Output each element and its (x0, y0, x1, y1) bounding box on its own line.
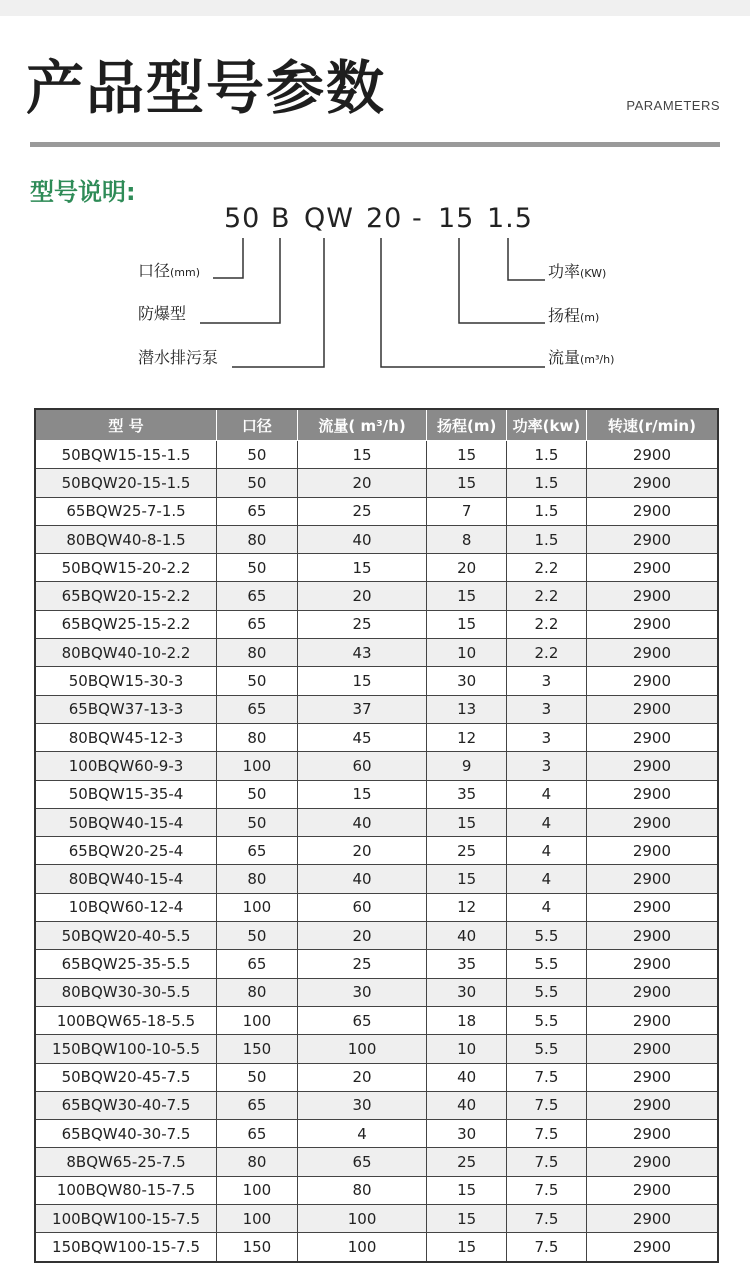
cell-head: 15 (427, 1176, 507, 1204)
cell-model: 80BQW40-10-2.2 (35, 639, 217, 667)
cell-speed: 2900 (586, 723, 718, 751)
cell-caliber: 65 (217, 695, 298, 723)
cell-caliber: 100 (217, 1205, 298, 1233)
label-flow (548, 345, 614, 368)
cell-speed: 2900 (586, 525, 718, 553)
cell-power: 3 (507, 752, 587, 780)
label-caliber (138, 258, 200, 281)
label-caliber-text: 口径 (138, 261, 171, 280)
cell-head: 15 (427, 582, 507, 610)
cell-flow: 60 (297, 752, 427, 780)
cell-speed: 2900 (586, 1205, 718, 1233)
cell-speed: 2900 (586, 695, 718, 723)
label-submersible-pump-text: 潜水排污泵 (138, 348, 219, 367)
cell-model: 80BQW45-12-3 (35, 723, 217, 751)
table-row (35, 978, 718, 1006)
cell-caliber: 50 (217, 554, 298, 582)
page-title: 产品型号参数 (26, 54, 387, 122)
cell-power: 5.5 (507, 1035, 587, 1063)
cell-model: 100BQW100-15-7.5 (35, 1205, 217, 1233)
cell-flow: 37 (297, 695, 427, 723)
header-power: 功率(kw) (507, 409, 587, 441)
cell-head: 30 (427, 667, 507, 695)
cell-model: 65BQW20-15-2.2 (35, 582, 217, 610)
legend-connector-lines (0, 0, 750, 400)
cell-caliber: 65 (217, 610, 298, 638)
cell-flow: 100 (297, 1233, 427, 1262)
cell-power: 1.5 (507, 525, 587, 553)
cell-head: 35 (427, 950, 507, 978)
cell-caliber: 50 (217, 441, 298, 469)
cell-caliber: 65 (217, 582, 298, 610)
table-row (35, 1205, 718, 1233)
cell-speed: 2900 (586, 808, 718, 836)
cell-flow: 4 (297, 1120, 427, 1148)
label-flow-unit: (m³/h) (580, 353, 615, 366)
cell-power: 7.5 (507, 1091, 587, 1119)
table-row (35, 808, 718, 836)
cell-flow: 100 (297, 1035, 427, 1063)
cell-power: 4 (507, 893, 587, 921)
cell-flow: 25 (297, 950, 427, 978)
cell-head: 25 (427, 837, 507, 865)
cell-caliber: 80 (217, 865, 298, 893)
cell-head: 30 (427, 978, 507, 1006)
cell-speed: 2900 (586, 780, 718, 808)
cell-model: 65BQW25-15-2.2 (35, 610, 217, 638)
label-submersible-pump (138, 345, 218, 368)
cell-model: 150BQW100-10-5.5 (35, 1035, 217, 1063)
label-caliber-unit: (mm) (170, 266, 201, 279)
cell-power: 7.5 (507, 1233, 587, 1262)
parameters-table (34, 408, 719, 1263)
cell-caliber: 50 (217, 1063, 298, 1091)
table-row (35, 1176, 718, 1204)
cell-caliber: 150 (217, 1233, 298, 1262)
cell-caliber: 100 (217, 893, 298, 921)
cell-model: 50BQW15-15-1.5 (35, 441, 217, 469)
cell-power: 7.5 (507, 1205, 587, 1233)
cell-head: 20 (427, 554, 507, 582)
cell-model: 50BQW20-15-1.5 (35, 469, 217, 497)
cell-model: 65BQW30-40-7.5 (35, 1091, 217, 1119)
cell-caliber: 65 (217, 1091, 298, 1119)
cell-model: 100BQW60-9-3 (35, 752, 217, 780)
cell-flow: 20 (297, 582, 427, 610)
cell-power: 4 (507, 780, 587, 808)
cell-flow: 80 (297, 1176, 427, 1204)
cell-flow: 20 (297, 837, 427, 865)
cell-power: 4 (507, 808, 587, 836)
cell-caliber: 50 (217, 808, 298, 836)
cell-speed: 2900 (586, 441, 718, 469)
cell-head: 40 (427, 1091, 507, 1119)
cell-speed: 2900 (586, 1120, 718, 1148)
table-row (35, 752, 718, 780)
cell-flow: 30 (297, 1091, 427, 1119)
cell-speed: 2900 (586, 893, 718, 921)
cell-speed: 2900 (586, 978, 718, 1006)
header-model: 型 号 (35, 409, 217, 441)
cell-power: 3 (507, 723, 587, 751)
cell-flow: 15 (297, 667, 427, 695)
cell-caliber: 65 (217, 950, 298, 978)
cell-power: 2.2 (507, 554, 587, 582)
cell-head: 12 (427, 723, 507, 751)
model-explanation-heading: 型号说明: (30, 178, 136, 206)
cell-power: 4 (507, 865, 587, 893)
cell-model: 50BQW20-40-5.5 (35, 922, 217, 950)
cell-model: 50BQW40-15-4 (35, 808, 217, 836)
table-row (35, 695, 718, 723)
header-caliber: 口径 (217, 409, 298, 441)
header-speed: 转速(r/min) (586, 409, 718, 441)
cell-power: 2.2 (507, 610, 587, 638)
table-row (35, 1035, 718, 1063)
cell-caliber: 80 (217, 525, 298, 553)
table-header-row (35, 409, 718, 441)
cell-model: 8BQW65-25-7.5 (35, 1148, 217, 1176)
cell-speed: 2900 (586, 922, 718, 950)
cell-head: 35 (427, 780, 507, 808)
cell-speed: 2900 (586, 667, 718, 695)
cell-head: 15 (427, 441, 507, 469)
cell-model: 80BQW40-8-1.5 (35, 525, 217, 553)
cell-flow: 40 (297, 865, 427, 893)
cell-head: 30 (427, 1120, 507, 1148)
cell-head: 12 (427, 893, 507, 921)
code-part-flow: 20 (366, 203, 403, 234)
cell-model: 80BQW30-30-5.5 (35, 978, 217, 1006)
table-body (35, 441, 718, 1262)
cell-speed: 2900 (586, 1035, 718, 1063)
cell-flow: 20 (297, 1063, 427, 1091)
label-explosion-proof-text: 防爆型 (138, 304, 187, 323)
code-part-power: 1.5 (487, 203, 533, 234)
table-row (35, 950, 718, 978)
cell-speed: 2900 (586, 950, 718, 978)
table-row (35, 1120, 718, 1148)
cell-head: 8 (427, 525, 507, 553)
table-row (35, 1148, 718, 1176)
table-row (35, 554, 718, 582)
cell-head: 15 (427, 610, 507, 638)
cell-caliber: 100 (217, 1176, 298, 1204)
cell-flow: 43 (297, 639, 427, 667)
table-row (35, 922, 718, 950)
cell-model: 50BQW20-45-7.5 (35, 1063, 217, 1091)
connector-caliber (213, 238, 243, 278)
label-power (548, 259, 606, 282)
cell-caliber: 65 (217, 837, 298, 865)
table-row (35, 582, 718, 610)
cell-power: 3 (507, 695, 587, 723)
table-row (35, 893, 718, 921)
label-head (548, 303, 599, 326)
cell-model: 65BQW25-35-5.5 (35, 950, 217, 978)
table-row (35, 1233, 718, 1262)
cell-flow: 40 (297, 525, 427, 553)
cell-speed: 2900 (586, 752, 718, 780)
table-row (35, 723, 718, 751)
cell-speed: 2900 (586, 1176, 718, 1204)
cell-power: 4 (507, 837, 587, 865)
cell-flow: 20 (297, 469, 427, 497)
cell-flow: 20 (297, 922, 427, 950)
cell-power: 7.5 (507, 1148, 587, 1176)
page-subtitle: PARAMETERS (626, 98, 720, 113)
cell-caliber: 50 (217, 780, 298, 808)
cell-caliber: 50 (217, 667, 298, 695)
label-head-text: 扬程 (548, 306, 581, 325)
cell-caliber: 80 (217, 978, 298, 1006)
cell-flow: 15 (297, 441, 427, 469)
code-part-submersible: QW (304, 203, 354, 234)
cell-speed: 2900 (586, 497, 718, 525)
cell-caliber: 80 (217, 639, 298, 667)
code-part-dash: - (412, 203, 423, 234)
cell-speed: 2900 (586, 1233, 718, 1262)
cell-speed: 2900 (586, 1006, 718, 1034)
label-power-unit: (KW) (580, 267, 607, 280)
cell-caliber: 80 (217, 1148, 298, 1176)
cell-speed: 2900 (586, 1063, 718, 1091)
cell-model: 65BQW37-13-3 (35, 695, 217, 723)
cell-speed: 2900 (586, 1091, 718, 1119)
table-row (35, 1006, 718, 1034)
cell-model: 100BQW80-15-7.5 (35, 1176, 217, 1204)
cell-flow: 60 (297, 893, 427, 921)
cell-flow: 65 (297, 1148, 427, 1176)
cell-model: 50BQW15-30-3 (35, 667, 217, 695)
label-flow-text: 流量 (548, 348, 581, 367)
table-row (35, 469, 718, 497)
cell-flow: 25 (297, 497, 427, 525)
table-row (35, 639, 718, 667)
cell-head: 10 (427, 639, 507, 667)
header-head: 扬程(m) (427, 409, 507, 441)
table-row (35, 441, 718, 469)
table-row (35, 667, 718, 695)
code-part-explosion-proof: B (271, 203, 291, 234)
cell-head: 10 (427, 1035, 507, 1063)
connector-power (508, 238, 545, 280)
cell-head: 9 (427, 752, 507, 780)
cell-power: 7.5 (507, 1120, 587, 1148)
cell-power: 5.5 (507, 1006, 587, 1034)
cell-power: 2.2 (507, 639, 587, 667)
table-row (35, 780, 718, 808)
cell-head: 15 (427, 469, 507, 497)
cell-head: 25 (427, 1148, 507, 1176)
code-part-head: 15 (438, 203, 475, 234)
cell-caliber: 65 (217, 1120, 298, 1148)
cell-head: 7 (427, 497, 507, 525)
cell-flow: 45 (297, 723, 427, 751)
cell-power: 5.5 (507, 950, 587, 978)
cell-power: 5.5 (507, 922, 587, 950)
cell-speed: 2900 (586, 1148, 718, 1176)
cell-head: 40 (427, 922, 507, 950)
table-header (35, 409, 718, 441)
cell-caliber: 150 (217, 1035, 298, 1063)
cell-flow: 40 (297, 808, 427, 836)
cell-head: 15 (427, 1233, 507, 1262)
cell-speed: 2900 (586, 582, 718, 610)
cell-model: 80BQW40-15-4 (35, 865, 217, 893)
cell-speed: 2900 (586, 554, 718, 582)
label-head-unit: (m) (580, 311, 600, 324)
cell-power: 5.5 (507, 978, 587, 1006)
cell-model: 65BQW25-7-1.5 (35, 497, 217, 525)
cell-caliber: 65 (217, 497, 298, 525)
cell-speed: 2900 (586, 865, 718, 893)
cell-head: 18 (427, 1006, 507, 1034)
cell-model: 150BQW100-15-7.5 (35, 1233, 217, 1262)
cell-flow: 15 (297, 554, 427, 582)
table-row (35, 610, 718, 638)
label-power-text: 功率 (548, 262, 581, 281)
table-row (35, 865, 718, 893)
cell-speed: 2900 (586, 469, 718, 497)
table-row (35, 837, 718, 865)
cell-power: 1.5 (507, 469, 587, 497)
cell-caliber: 100 (217, 1006, 298, 1034)
label-explosion-proof (138, 301, 186, 324)
header-flow: 流量( m³/h) (297, 409, 427, 441)
cell-caliber: 50 (217, 922, 298, 950)
cell-flow: 65 (297, 1006, 427, 1034)
cell-speed: 2900 (586, 837, 718, 865)
cell-model: 50BQW15-20-2.2 (35, 554, 217, 582)
table-row (35, 1091, 718, 1119)
cell-caliber: 50 (217, 469, 298, 497)
connector-flow (381, 238, 545, 367)
cell-caliber: 100 (217, 752, 298, 780)
cell-model: 65BQW40-30-7.5 (35, 1120, 217, 1148)
cell-model: 65BQW20-25-4 (35, 837, 217, 865)
cell-power: 1.5 (507, 441, 587, 469)
cell-speed: 2900 (586, 639, 718, 667)
table-row (35, 1063, 718, 1091)
cell-power: 1.5 (507, 497, 587, 525)
cell-head: 15 (427, 865, 507, 893)
cell-head: 13 (427, 695, 507, 723)
cell-caliber: 80 (217, 723, 298, 751)
connector-submersible (232, 238, 324, 367)
connector-explosion-proof (200, 238, 280, 323)
cell-flow: 30 (297, 978, 427, 1006)
cell-head: 40 (427, 1063, 507, 1091)
cell-flow: 100 (297, 1205, 427, 1233)
cell-model: 10BQW60-12-4 (35, 893, 217, 921)
table-row (35, 497, 718, 525)
cell-power: 7.5 (507, 1176, 587, 1204)
cell-flow: 25 (297, 610, 427, 638)
table-row (35, 525, 718, 553)
cell-power: 3 (507, 667, 587, 695)
cell-model: 50BQW15-35-4 (35, 780, 217, 808)
cell-head: 15 (427, 1205, 507, 1233)
cell-head: 15 (427, 808, 507, 836)
cell-power: 2.2 (507, 582, 587, 610)
code-part-caliber: 50 (224, 203, 261, 234)
cell-power: 7.5 (507, 1063, 587, 1091)
cell-flow: 15 (297, 780, 427, 808)
cell-model: 100BQW65-18-5.5 (35, 1006, 217, 1034)
cell-speed: 2900 (586, 610, 718, 638)
